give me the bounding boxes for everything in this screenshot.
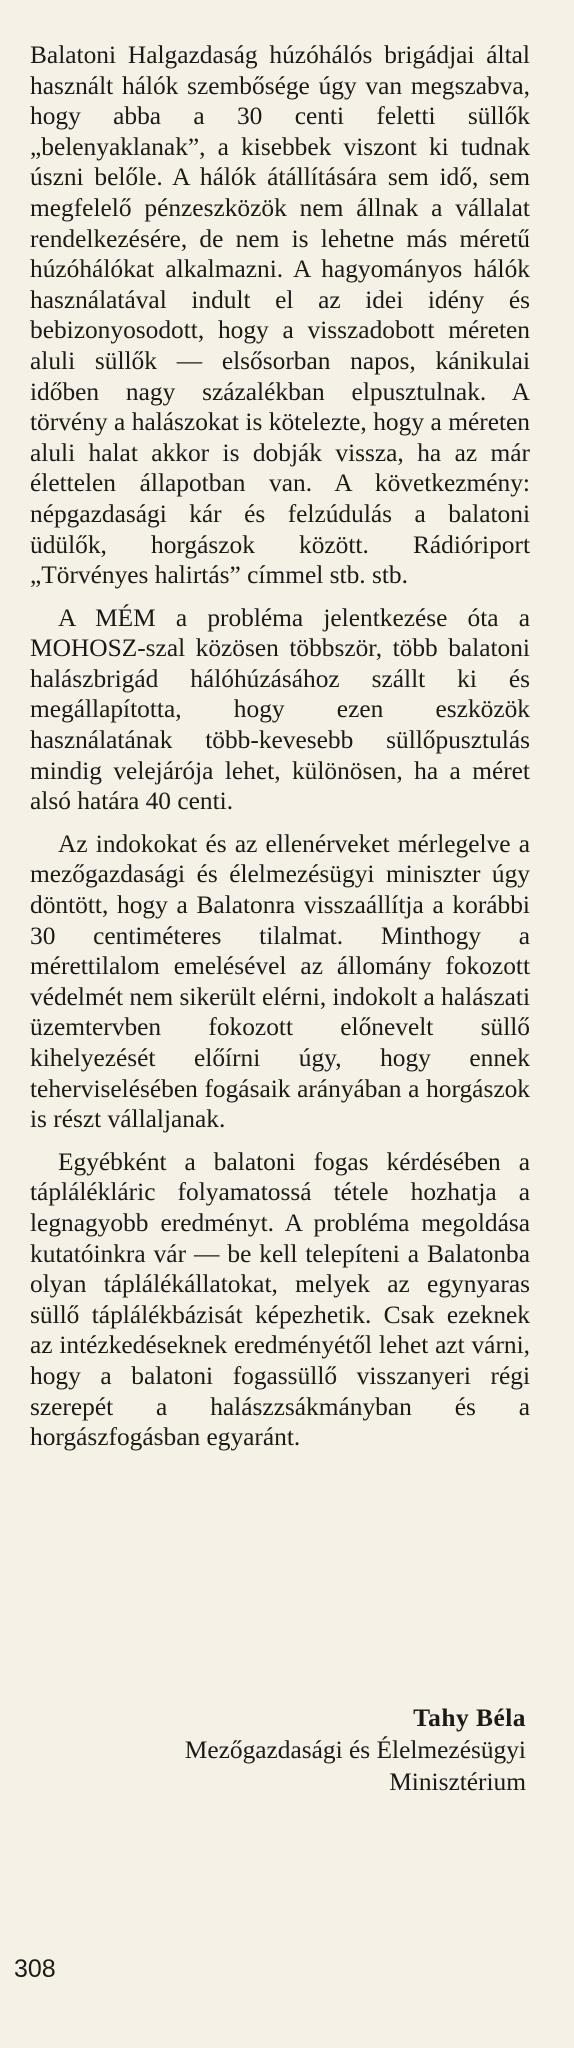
paragraph-4: Egyébként a balatoni fogas kérdésében a táplálékláric folyamatossá tétele hozhatja a legnagyobb eredményt. A probléma megoldása kutatóinkra vár — be kell telepíteni a Balatonba olyan táplálékállatokat, melyek az egynyaras süllő táplálékbázisát képezhetik. Csak ezeknek az intézkedéseknek eredményétől lehet azt várni, hogy a balatoni fogassüllő visszanyeri régi szerepét a halászzsákmányban és a horgászfogásban egyaránt. <box>30 1147 530 1452</box>
author-name: Tahy Béla <box>413 1704 526 1732</box>
article-column <box>30 40 530 1453</box>
paragraph-2: A MÉM a probléma jelentkezése óta a MOHOSZ-szal közösen többször, több balatoni halászbrigád hálóhúzásához szállt ki és megállapította, hogy ezen eszközök használatának több-kevesebb süllőpusztulás mindig velejárója lehet, különösen, ha a méret alsó határa 40 centi. <box>30 603 530 816</box>
paragraph-3: Az indokokat és az ellenérveket mérlegelve a mezőgazdasági és élelmezésügyi miniszter úgy döntött, hogy a Balatonra visszaállítja a korábbi 30 centiméteres tilalmat. Minthogy a mérettilalom emelésével az állomány fokozott védelmét nem sikerült elérni, indokolt a halászati üzemtervben fokozott előnevelt süllő kihelyezését előírni úgy, hogy ennek teherviselésében fogásaik arányában a horgászok is részt vállaljanak. <box>30 829 530 1134</box>
author-organization-line1: Mezőgazdasági és Élelmezésügyi <box>184 1736 526 1764</box>
paragraph-1: Balatoni Halgazdaság húzóhálós brigádjai által használt hálók szembősége úgy van megszabva, hogy abba a 30 centi feletti süllők „belenyaklanak”, a kisebbek viszont ki tudnak úszni belőle. A hálók átállítására sem idő, sem megfelelő pénzeszközök nem állnak a vállalat rendelkezésére, de nem is lehetne más méretű húzóhálókat alkalmazni. A hagyományos hálók használatával indult el az idei idény és bebizonyosodott, hogy a visszadobott méreten aluli süllők — elsősorban napos, kánikulai időben nagy százalékban elpusztulnak. A törvény a halászokat is kötelezte, hogy a méreten aluli halat akkor is dobják vissza, ha az már élettelen állapotban van. A következmény: népgazdasági kár és felzúdulás a balatoni üdülők, horgászok között. Rádióriport „Törvényes halirtás” címmel stb. stb. <box>30 41 530 590</box>
signature-block <box>0 1702 526 1798</box>
page-number: 308 <box>14 1955 56 1983</box>
author-organization-line2: Minisztérium <box>389 1768 526 1796</box>
